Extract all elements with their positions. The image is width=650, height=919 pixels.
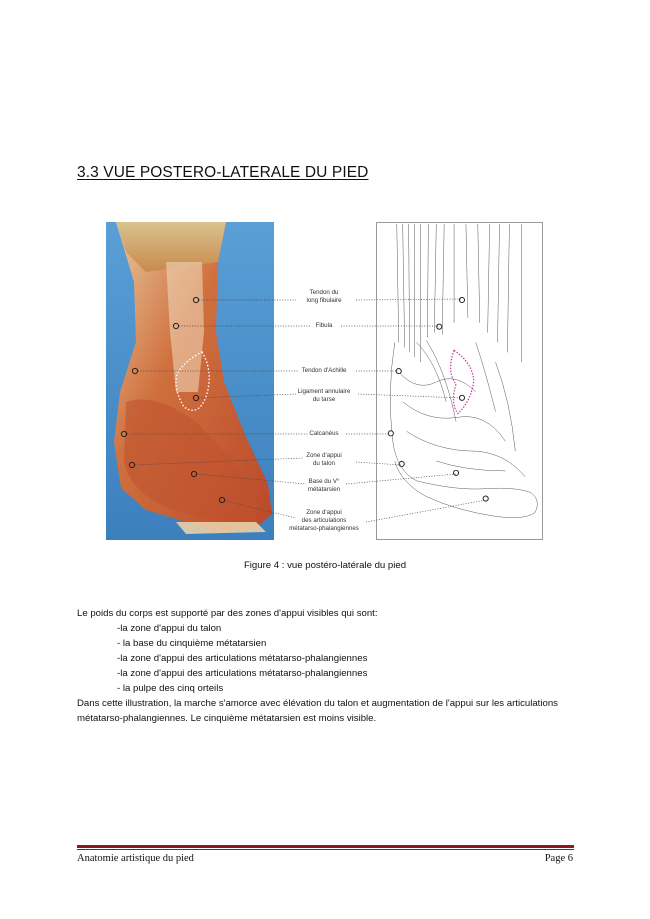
section-heading: 3.3 VUE POSTERO-LATERALE DU PIED [77,164,369,181]
conclusion-paragraph: Dans cette illustration, la marche s'amorce avec élévation du talon et augmentation de l'appui sur les articulations métatarso-phalangiennes. Le cinquième métatarsien est moins visible. [77,698,558,724]
label-ligament-annulaire: Ligament annulaire du tarse [297,388,351,403]
list-item: - la base du cinquième métatarsien [117,638,267,649]
page-number: Page 6 [544,853,573,864]
label-base-metatarsien: Base du V° métatarsien [307,478,341,493]
label-tendon-long-fibulaire: Tendon du long fibulaire [306,289,342,304]
list-item: - la pulpe des cinq orteils [117,683,224,694]
label-fibula: Fibula [315,322,333,329]
label-zone-appui-articulations: Zone d'appui des articulations métatarso-phalangiennes [289,509,359,532]
intro-paragraph: Le poids du corps est supporté par des zones d'appui visibles qui sont: [77,608,378,619]
body-text [77,606,577,726]
list-item: -la zone d'appui des articulations métatarso-phalangiennes [117,668,368,679]
label-tendon-achille: Tendon d'Achille [301,367,347,374]
figure-4 [106,222,546,542]
leader-lines [106,222,546,542]
footer-title: Anatomie artistique du pied [77,853,194,864]
footer-rule-thin [77,849,574,850]
footer-rule [77,845,574,848]
label-zone-appui-talon: Zone d'appui du talon [306,452,342,467]
list-item: -la zone d'appui du talon [117,623,222,634]
label-calcaneus: Calcanéus [309,430,339,437]
list-item: -la zone d'appui des articulations métatarso-phalangiennes [117,653,368,664]
figure-caption: Figure 4 : vue postéro-latérale du pied [243,560,407,571]
